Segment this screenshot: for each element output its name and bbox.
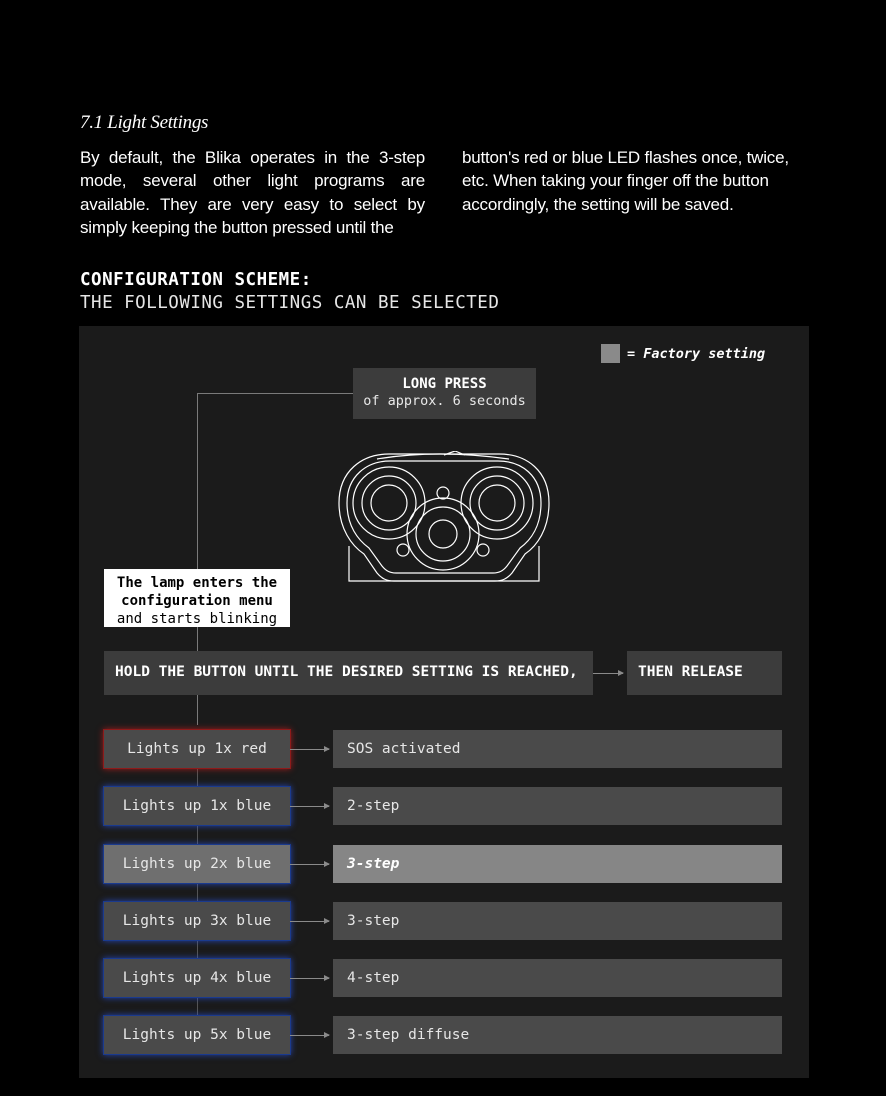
release-text: THEN RELEASE [638,664,743,680]
config-menu-title-line1: The lamp enters the [116,575,278,591]
legend-label: = Factory setting [627,345,766,362]
connector-line [197,627,198,651]
setting-row [79,959,809,997]
arrow-right-icon [290,749,329,750]
release-box [627,651,782,695]
long-press-box [353,368,536,419]
light-mode-label: 2-step [333,787,782,825]
setting-row [79,1016,809,1054]
led-indicator-label: Lights up 5x blue [104,1016,290,1054]
led-indicator-label: Lights up 1x red [104,730,290,768]
scheme-title: CONFIGURATION SCHEME: [80,270,312,290]
led-indicator-label: Lights up 4x blue [104,959,290,997]
scheme-subtitle: THE FOLLOWING SETTINGS CAN BE SELECTED [80,293,500,313]
light-mode-label: SOS activated [333,730,782,768]
setting-row [79,902,809,940]
led-indicator-label: Lights up 2x blue [104,845,290,883]
section-title: 7.1 Light Settings [80,112,209,133]
arrow-right-icon [290,1035,329,1036]
arrow-right-icon [290,864,329,865]
legend [601,344,765,363]
headlamp-illustration [337,451,552,586]
factory-setting-swatch [601,344,620,363]
led-indicator-label: Lights up 3x blue [104,902,290,940]
arrow-right-icon [290,921,329,922]
light-mode-label: 4-step [333,959,782,997]
config-menu-subtitle: and starts blinking [116,611,278,627]
connector-line [197,695,198,725]
connector-line [197,393,198,569]
arrow-right-icon [593,673,623,674]
intro-text-column-1: By default, the Blika operates in the 3-step mode, several other light programs are available. They are very easy to select by simply keeping the button pressed until the [80,148,425,238]
light-mode-label: 3-step diffuse [333,1016,782,1054]
light-mode-label: 3-step [333,902,782,940]
long-press-label: LONG PRESS [402,376,487,392]
light-mode-label: 3-step [333,845,782,883]
led-indicator-label: Lights up 1x blue [104,787,290,825]
connector-line [197,393,353,394]
long-press-duration: of approx. 6 seconds [363,393,526,409]
setting-row [79,845,809,883]
arrow-right-icon [290,978,329,979]
configuration-diagram [79,326,809,1078]
hold-instruction-bar [104,651,593,695]
arrow-right-icon [290,806,329,807]
intro-text-column-2: button's red or blue LED flashes once, twice, etc. When taking your finger off the button accordingly, the setting will be saved. [462,148,789,214]
hold-instruction-text: HOLD THE BUTTON UNTIL THE DESIRED SETTING IS REACHED, [115,664,578,680]
setting-row [79,787,809,825]
config-menu-box [104,569,290,627]
setting-row [79,730,809,768]
config-menu-title-line2: configuration menu [121,593,273,609]
